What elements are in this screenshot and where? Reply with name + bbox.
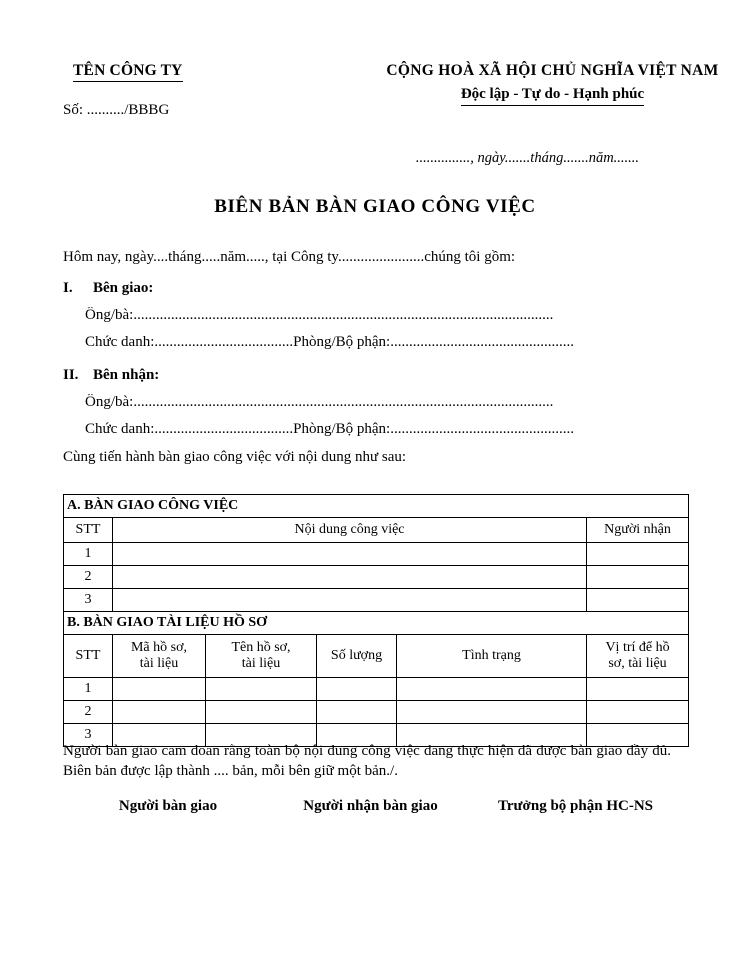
table-row xyxy=(64,543,689,566)
table-b-row1-ma[interactable] xyxy=(113,678,206,701)
section-heading-one xyxy=(63,280,663,297)
table-b-section-row xyxy=(64,612,689,635)
table-a-row3-stt: 3 xyxy=(64,589,113,612)
document-header xyxy=(0,62,750,142)
table-b-row2-ma[interactable] xyxy=(113,701,206,724)
signature-row xyxy=(63,798,688,815)
table-row xyxy=(64,678,689,701)
table-a-row2-nguoinhan[interactable] xyxy=(587,566,689,589)
table-b-col-soluong: Số lượng xyxy=(317,635,397,678)
table-b-row3-stt: 3 xyxy=(64,724,113,747)
table-b-row2-vitri[interactable] xyxy=(587,701,689,724)
table-a-section-row xyxy=(64,495,689,518)
document-body xyxy=(63,248,663,480)
table-b-col-ten-line2: tài liệu xyxy=(241,656,281,671)
table-a-col-stt: STT xyxy=(64,518,113,543)
table-b-col-ma-line2: tài liệu xyxy=(139,656,179,671)
table-b-col-vitri-line2: sơ, tài liệu xyxy=(608,656,667,671)
table-b-col-stt: STT xyxy=(64,635,113,678)
table-a-col-noidung: Nội dung công việc xyxy=(113,518,587,543)
table-a-header-row xyxy=(64,518,689,543)
table-b-title: B. BÀN GIAO TÀI LIỆU HỒ SƠ xyxy=(64,612,689,635)
handover-tables xyxy=(63,494,688,747)
table-b-col-ma xyxy=(113,635,206,678)
table-b-col-ma-line1: Mã hồ sơ, xyxy=(130,639,187,655)
table-a-row3-noidung[interactable] xyxy=(113,589,587,612)
section-heading-two xyxy=(63,367,663,384)
signature-hr-manager: Trưởng bộ phận HC-NS xyxy=(498,798,653,814)
section-one-number: I. xyxy=(63,279,73,296)
table-b-col-ten-line1: Tên hồ sơ, xyxy=(231,639,291,655)
table-b-col-tinhtrang: Tình trạng xyxy=(397,635,587,678)
signature-giver: Người bàn giao xyxy=(118,798,218,814)
giver-name-field[interactable]: Ông/bà:................................................................................................................ xyxy=(85,306,554,323)
table-b-col-vitri xyxy=(587,635,689,678)
intro-paragraph: Hôm nay, ngày....tháng.....năm....., tại Công ty.......................chúng tôi gồm: xyxy=(63,249,516,265)
outro-paragraph: Cùng tiến hành bàn giao công việc với nội dung như sau: xyxy=(63,448,407,465)
table-a-row3-nguoinhan[interactable] xyxy=(587,589,689,612)
table-a-row1-stt: 1 xyxy=(64,543,113,566)
closing-paragraph: Người bàn giao cam đoan rằng toàn bộ nội dung công việc đang thực hiện đã được bàn giao đầy đủ. Biên bản được lập thành .... bản, mỗi bên giữ một bản./. xyxy=(63,743,671,779)
table-b-col-vitri-line1: Vị trí để hồ xyxy=(605,639,670,655)
national-heading-block xyxy=(355,62,750,106)
table-a-row1-noidung[interactable] xyxy=(113,543,587,566)
table-b-row1-stt: 1 xyxy=(64,678,113,701)
table-row xyxy=(64,701,689,724)
national-motto: Độc lập - Tự do - Hạnh phúc xyxy=(461,86,644,106)
table-b-row1-soluong[interactable] xyxy=(317,678,397,701)
table-b-col-ten xyxy=(206,635,317,678)
table-row xyxy=(64,589,689,612)
signature-receiver: Người nhận bàn giao xyxy=(303,798,438,814)
section-one-label: Bên giao: xyxy=(93,279,154,296)
table-b-row2-ten[interactable] xyxy=(206,701,317,724)
section-two-number: II. xyxy=(63,366,79,383)
table-b-row1-vitri[interactable] xyxy=(587,678,689,701)
date-place-line: ..............., ngày.......tháng.......năm....... xyxy=(415,150,640,166)
table-a-row2-noidung[interactable] xyxy=(113,566,587,589)
company-name: TÊN CÔNG TY xyxy=(73,62,183,82)
company-block xyxy=(63,62,363,119)
table-b-row2-tinhtrang[interactable] xyxy=(397,701,587,724)
table-a-col-nguoinhan: Người nhận xyxy=(587,518,689,543)
national-title: CỘNG HOÀ XÃ HỘI CHỦ NGHĨA VIỆT NAM xyxy=(386,62,719,79)
handover-table xyxy=(63,494,689,747)
receiver-name-field[interactable]: Ông/bà:................................................................................................................ xyxy=(85,393,554,410)
table-b-row2-stt: 2 xyxy=(64,701,113,724)
table-row xyxy=(64,566,689,589)
page-title: BIÊN BẢN BÀN GIAO CÔNG VIỆC xyxy=(214,196,536,217)
table-a-row2-stt: 2 xyxy=(64,566,113,589)
receiver-title-department-field[interactable]: Chức danh:.....................................Phòng/Bộ phận:................................................. xyxy=(85,420,574,437)
table-a-row1-nguoinhan[interactable] xyxy=(587,543,689,566)
table-a-title: A. BÀN GIAO CÔNG VIỆC xyxy=(64,495,689,518)
section-two-label: Bên nhận: xyxy=(93,366,160,383)
document-number: Số: ........../BBBG xyxy=(63,102,170,118)
table-b-header-row xyxy=(64,635,689,678)
table-b-row2-soluong[interactable] xyxy=(317,701,397,724)
table-b-row1-ten[interactable] xyxy=(206,678,317,701)
giver-title-department-field[interactable]: Chức danh:.....................................Phòng/Bộ phận:................................................. xyxy=(85,333,574,350)
table-b-row1-tinhtrang[interactable] xyxy=(397,678,587,701)
